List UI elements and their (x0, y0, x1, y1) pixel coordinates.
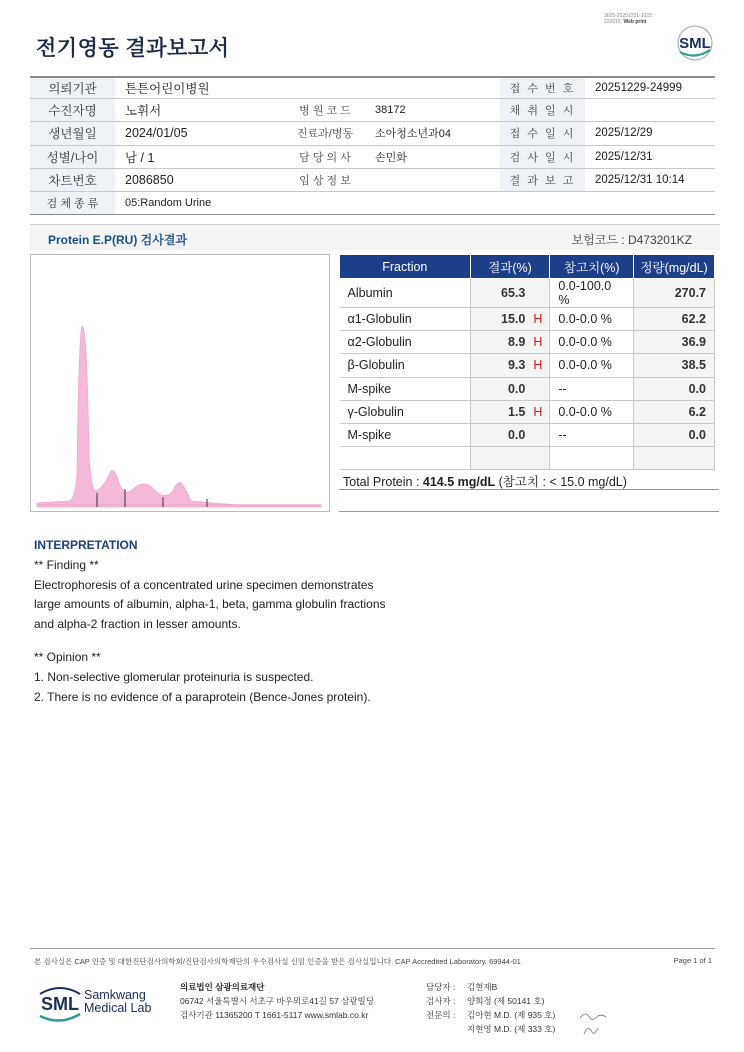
info-label: 의뢰기관 (30, 78, 115, 98)
fraction-reference: 0.0-0.0 % (550, 400, 634, 423)
page-title: 전기영동 결과보고서 (36, 37, 230, 60)
col-header-fraction: Fraction (340, 255, 471, 279)
info-value: 남 / 1 (125, 150, 155, 165)
report-code (604, 13, 652, 25)
interpretation-text (34, 556, 386, 707)
fraction-name: β-Globulin (340, 354, 471, 377)
info-label: 담 당 의 사 (299, 151, 351, 164)
info-label: 생년월일 (30, 122, 115, 144)
info-row (30, 122, 715, 145)
table-row (340, 308, 715, 331)
result-value: 65.3 (501, 286, 526, 300)
info-value: 2025/12/31 10:14 (595, 173, 685, 186)
fraction-amount: 36.9 (634, 331, 715, 354)
staff-value: 지현영 M.D. (제 333 호) (467, 1024, 556, 1034)
info-label: 채 취 일 시 (500, 99, 585, 121)
info-row (30, 146, 715, 169)
fraction-reference (550, 447, 634, 470)
fraction-result (470, 331, 550, 354)
footer-logo-text: SML (41, 994, 79, 1014)
fraction-reference: 0.0-100.0 % (550, 279, 634, 308)
staff-row (426, 1022, 555, 1036)
col-header-amount: 정량(mg/dL) (634, 255, 715, 279)
fraction-name (340, 447, 471, 470)
info-value: 튼튼어린이병원 (125, 82, 210, 97)
info-label: 수진자명 (30, 99, 115, 121)
info-value: 2025/12/31 (595, 150, 653, 163)
fraction-name: Albumin (340, 279, 471, 308)
result-value: 8.9 (507, 335, 526, 350)
high-flag: H (533, 312, 543, 327)
fraction-name: M-spike (340, 377, 471, 400)
total-value: 414.5 mg/dL (422, 475, 496, 489)
fraction-reference: 0.0-0.0 % (550, 308, 634, 331)
info-label: 진료과/병동 (296, 128, 354, 141)
staff-list (426, 980, 555, 1036)
info-value: 20251229-24999 (595, 82, 682, 95)
finding-line: and alpha-2 fraction in lesser amounts. (34, 616, 241, 631)
org-info (180, 980, 374, 1022)
staff-label: 담당자 : (426, 982, 456, 992)
info-value: 38172 (375, 104, 406, 117)
info-label: 임 상 정 보 (299, 174, 351, 187)
table-row (340, 377, 715, 400)
staff-row (426, 1008, 555, 1022)
col-header-result: 결과(%) (470, 255, 550, 279)
info-label: 성별/나이 (30, 146, 115, 168)
section-header (30, 224, 720, 250)
table-row (340, 279, 715, 308)
fraction-amount: 270.7 (634, 279, 715, 308)
electrophoresis-curve (37, 326, 321, 507)
accreditation-note: 본 검사실은 CAP 인증 및 대한진단검사의학회/진단검사의학재단의 우수검사실 신임 인증을 받은 검사실입니다. CAP Accredited Laboratory. 69944-01 (34, 957, 521, 966)
staff-label: 검사자 : (426, 996, 456, 1006)
brand-name (84, 989, 151, 1015)
info-value: 2025/12/29 (595, 127, 653, 140)
fraction-amount: 62.2 (634, 308, 715, 331)
fraction-result (470, 423, 550, 446)
fraction-result (470, 279, 550, 308)
table-row (340, 331, 715, 354)
specimen-label: 검 체 종 류 (30, 192, 115, 214)
signature-icon (578, 1008, 608, 1038)
specimen-value: 05:Random Urine (125, 197, 212, 210)
org-name: 의료법인 삼광의료재단 (180, 982, 265, 992)
total-reference: (참고치 : < 15.0 mg/dL) (495, 475, 627, 489)
brand-line2: Medical Lab (84, 1001, 152, 1015)
fraction-reference: 0.0-0.0 % (550, 331, 634, 354)
finding-line: large amounts of albumin, alpha-1, beta, gamma globulin fractions (34, 597, 386, 612)
info-value: 노휘서 (125, 104, 162, 119)
fraction-result (470, 447, 550, 470)
result-value: 9.3 (507, 358, 526, 373)
sml-logo-icon (674, 24, 716, 62)
col-header-reference: 참고치(%) (550, 255, 634, 279)
fraction-result (470, 400, 550, 423)
info-row-specimen (30, 192, 715, 215)
staff-label: 전문의 : (426, 1010, 456, 1020)
info-label: 검 사 일 시 (500, 146, 585, 168)
insurance-code: 보험코드 : D473201KZ (571, 233, 692, 247)
staff-value: 양희정 (제 50141 호) (467, 996, 545, 1006)
table-row (340, 423, 715, 446)
high-flag: H (533, 358, 543, 373)
fraction-reference: 0.0-0.0 % (550, 354, 634, 377)
staff-row (426, 994, 555, 1008)
fraction-name: α1-Globulin (340, 308, 471, 331)
info-label: 접 수 번 호 (500, 78, 585, 98)
fraction-reference: -- (550, 423, 634, 446)
info-label: 병 원 코 드 (299, 105, 351, 118)
logo-text: SML (679, 35, 711, 52)
info-row (30, 76, 715, 99)
total-label: Total Protein : (343, 475, 423, 489)
fraction-amount (634, 447, 715, 470)
info-label: 결 과 보 고 (500, 169, 585, 191)
fraction-name: γ-Globulin (340, 400, 471, 423)
web-print-label: Web print (623, 19, 647, 25)
fraction-name: M-spike (340, 423, 471, 446)
report-code-line2: 220016 (604, 19, 621, 25)
info-label: 차트번호 (30, 169, 115, 191)
fraction-amount: 0.0 (634, 423, 715, 446)
electrophoresis-graph (30, 254, 330, 512)
info-row (30, 99, 715, 122)
result-value: 1.5 (507, 404, 526, 419)
divider (339, 511, 719, 512)
finding-line: Electrophoresis of a concentrated urine specimen demonstrates (34, 577, 374, 592)
staff-value: 김아현 M.D. (제 935 호) (467, 1010, 556, 1020)
result-value: 15.0 (501, 312, 526, 327)
total-protein (339, 468, 719, 490)
result-value: 0.0 (507, 428, 526, 443)
finding-heading: ** Finding ** (34, 558, 99, 572)
staff-row (426, 980, 555, 994)
sml-logo-icon (36, 980, 88, 1026)
info-value: 손민화 (375, 151, 407, 164)
org-address: 06742 서울특별시 서초구 바우뫼로41길 57 삼광빌딩 (180, 996, 374, 1006)
info-label: 접 수 일 시 (500, 122, 585, 144)
opinion-line: 2. There is no evidence of a paraprotein (Bence-Jones protein). (34, 689, 371, 704)
result-value: 0.0 (507, 381, 526, 396)
high-flag: H (533, 335, 543, 350)
opinion-line: 1. Non-selective glomerular proteinuria is suspected. (34, 669, 314, 684)
staff-value: 김현재B (467, 982, 498, 992)
fraction-result (470, 354, 550, 377)
high-flag: H (533, 404, 543, 419)
opinion-heading: ** Opinion ** (34, 650, 101, 665)
table-row (340, 447, 715, 470)
footer-divider (30, 948, 715, 949)
fraction-reference: -- (550, 377, 634, 400)
fraction-amount: 0.0 (634, 377, 715, 400)
fraction-result (470, 377, 550, 400)
fraction-name: α2-Globulin (340, 331, 471, 354)
org-contact: 검사기관 11365200 T 1661-5117 www.smlab.co.kr (180, 1010, 369, 1020)
info-value: 2024/01/05 (125, 126, 188, 141)
interpretation-title: INTERPRETATION (34, 538, 138, 552)
info-value: 소아청소년과04 (375, 128, 451, 141)
page-number: Page 1 of 1 (673, 956, 712, 965)
fraction-result (470, 308, 550, 331)
info-value: 2086850 (125, 172, 174, 187)
section-title: Protein E.P(RU) 검사결과 (48, 233, 188, 247)
fraction-table (339, 254, 715, 470)
brand-line1: Samkwang (84, 988, 146, 1002)
report-code-line1: 3025-20251231-1023 (604, 13, 652, 19)
patient-info-table (30, 76, 715, 215)
table-row (340, 354, 715, 377)
fraction-amount: 38.5 (634, 354, 715, 377)
table-row (340, 400, 715, 423)
info-row (30, 169, 715, 192)
fraction-amount: 6.2 (634, 400, 715, 423)
